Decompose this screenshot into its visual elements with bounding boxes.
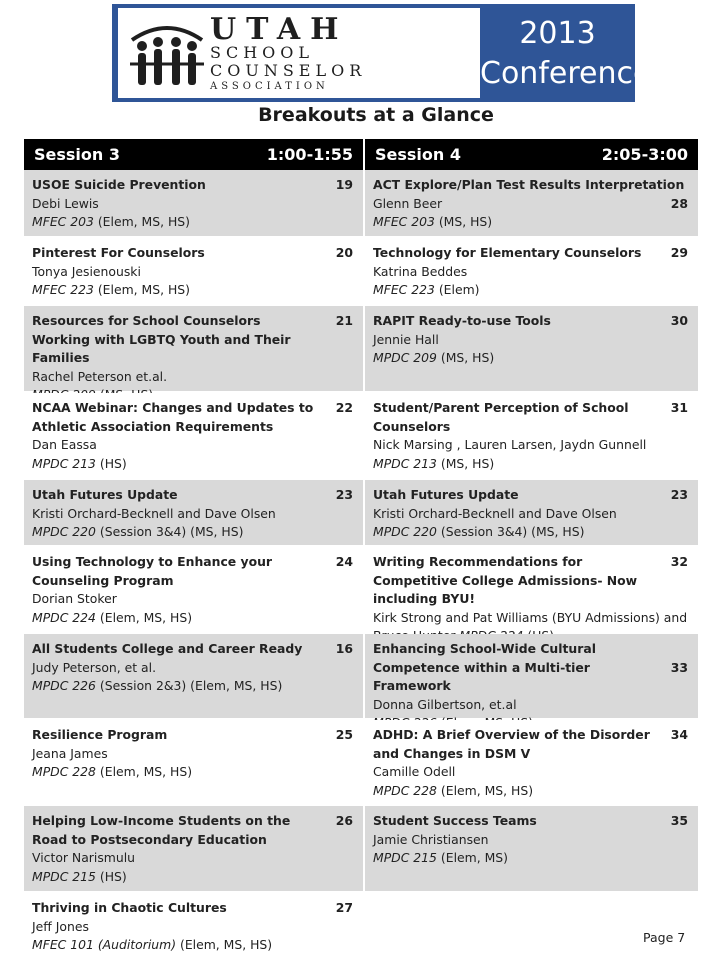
breakout-location: MPDC 228 — [373, 782, 437, 798]
breakout-title: Student Success Teams — [373, 813, 537, 828]
session-3-breakout — [24, 393, 363, 480]
breakout-audience: (MS, HS) — [440, 455, 495, 471]
breakout-number: 26 — [335, 813, 353, 828]
session-3-breakout — [24, 893, 363, 960]
session-3-breakout — [24, 480, 363, 547]
breakout-title: ACT Explore/Plan Test Results Interpretation — [373, 177, 685, 192]
breakout-location: MPDC 215 — [373, 850, 437, 865]
breakout-audience: (MS, HS) — [440, 350, 495, 365]
session-3-header — [24, 139, 363, 170]
breakout-title: ADHD: A Brief Overview of the Disorder and Changes in DSM V — [373, 727, 650, 761]
breakout-number: 28 — [670, 195, 688, 211]
breakout-number: 19 — [335, 177, 353, 192]
breakout-number: 30 — [670, 313, 688, 328]
breakout-number: 34 — [670, 727, 688, 742]
session-4-empty-cell — [365, 893, 698, 960]
breakout-audience: (Elem, MS, HS) — [97, 214, 190, 229]
breakout-audience: (Elem, MS, HS) — [97, 282, 190, 297]
breakout-presenter: Rachel Peterson et.al. — [32, 368, 168, 384]
breakout-presenter: Dorian Stoker — [32, 591, 117, 606]
breakout-presenter: Katrina Beddes — [373, 263, 468, 279]
breakout-title: Utah Futures Update — [373, 487, 519, 502]
session-3-breakout — [24, 720, 363, 806]
breakout-title: Utah Futures Update — [32, 487, 178, 502]
breakout-presenter: Victor Narismulu — [32, 850, 136, 865]
breakout-title: Helping Low-Income Students on the Road to Postsecondary Education — [32, 813, 291, 847]
breakout-title: Technology for Elementary Counselors — [373, 245, 642, 260]
breakout-number: 27 — [335, 900, 353, 915]
breakout-location: MPDC 228 — [32, 764, 96, 779]
breakout-number: 16 — [335, 641, 353, 656]
breakout-audience: (Elem, MS, HS) — [99, 609, 193, 625]
breakout-location: MFEC 203 — [32, 214, 94, 229]
session-3-breakout — [24, 170, 363, 238]
breakout-audience: (MS, HS) — [438, 214, 493, 229]
breakout-audience: (Elem, MS) — [440, 850, 508, 865]
conference-title — [480, 8, 652, 98]
breakout-title: Enhancing School-Wide Cultural Competence within a Multi-tier Framework — [373, 641, 596, 693]
breakout-location: MFEC 223 — [373, 282, 435, 297]
breakout-number: 29 — [670, 245, 688, 260]
session-4-breakout — [365, 306, 698, 393]
conference-year: 2013 — [519, 16, 596, 51]
breakout-title: RAPIT Ready-to-use Tools — [373, 313, 551, 328]
breakout-title: Student/Parent Perception of School Counselors — [373, 400, 629, 434]
breakout-number: 23 — [670, 487, 688, 502]
breakout-number: 33 — [670, 659, 688, 675]
logo-line-association: ASSOCIATION — [210, 81, 329, 92]
breakout-presenter: Dan Eassa — [32, 437, 97, 452]
session-3-name: Session 3 — [34, 145, 120, 164]
conference-label: Conference — [480, 56, 652, 91]
session-3-breakout — [24, 806, 363, 893]
breakout-location: MPDC 226 — [32, 678, 96, 693]
session-4-breakout — [365, 480, 698, 547]
breakout-presenter: Jamie Christiansen — [373, 831, 489, 847]
breakout-presenter: Jeana James — [32, 745, 108, 761]
breakout-audience: (Elem, MS, HS) — [99, 764, 193, 779]
breakout-number: 35 — [670, 813, 688, 828]
breakout-location: MPDC 220 — [373, 524, 437, 539]
session-4-breakout — [365, 806, 698, 893]
session-3-breakout — [24, 547, 363, 634]
breakout-title: Resilience Program — [32, 727, 168, 742]
breakout-location: MPDC 220 — [32, 524, 96, 539]
breakout-presenter: Nick Marsing , Lauren Larsen, Jaydn Gunnell — [373, 437, 647, 452]
page-number: Page 7 — [643, 930, 686, 945]
session-4-header — [365, 139, 698, 170]
breakout-number: 32 — [670, 554, 688, 569]
breakout-title: NCAA Webinar: Changes and Updates to Athletic Association Requirements — [32, 400, 314, 434]
logo-line-counselor: COUNSELOR — [210, 61, 367, 80]
session-4-breakout — [365, 547, 698, 634]
breakout-audience: (Elem) — [438, 282, 480, 297]
breakout-location: MPDC 224 — [32, 609, 96, 625]
breakout-location: MPDC 213 — [373, 455, 437, 471]
breakout-location: MPDC 215 — [32, 868, 96, 884]
breakout-audience: (Elem, MS, HS) — [440, 782, 534, 798]
column-divider — [363, 139, 365, 960]
conference-banner — [112, 4, 652, 102]
session-3-breakout — [24, 238, 363, 306]
page-heading: Breakouts at a Glance — [258, 104, 494, 126]
breakout-number: 24 — [335, 554, 353, 569]
breakout-number: 21 — [335, 313, 353, 328]
breakout-presenter: Glenn Beer — [373, 195, 443, 211]
breakout-location: MPDC 213 — [32, 455, 96, 471]
breakout-title: Resources for School Counselors Working with LGBTQ Youth and Their Families — [32, 313, 291, 365]
breakout-location: MPDC 209 — [373, 350, 437, 365]
breakout-title: Thriving in Chaotic Cultures — [32, 900, 227, 915]
breakout-title: USOE Suicide Prevention — [32, 177, 206, 192]
breakout-presenter: Kristi Orchard-Becknell and Dave Olsen — [373, 505, 617, 521]
breakout-presenter: Debi Lewis — [32, 195, 99, 211]
breakout-presenter: Tonya Jesienouski — [32, 263, 141, 279]
logo-wordmark — [210, 12, 367, 94]
breakout-audience: (Session 3&4) (MS, HS) — [99, 524, 244, 539]
breakout-location: MFEC 101 (Auditorium) — [32, 937, 177, 952]
breakout-title: All Students College and Career Ready — [32, 641, 303, 656]
breakout-audience: (Session 3&4) (MS, HS) — [440, 524, 585, 539]
breakout-title: Using Technology to Enhance your Counseling Program — [32, 554, 273, 588]
breakout-audience: (HS) — [99, 868, 127, 884]
breakout-number: 31 — [670, 400, 688, 415]
breakout-audience: (Session 2&3) (Elem, MS, HS) — [99, 678, 283, 693]
breakout-presenter: Kirk Strong and Pat Williams (BYU Admissions) and — [373, 609, 688, 625]
breakout-presenter: Kristi Orchard-Becknell and Dave Olsen — [32, 505, 276, 521]
breakout-audience: (Elem, MS, HS) — [179, 937, 273, 952]
session-3-breakout — [24, 634, 363, 720]
association-logo — [118, 8, 480, 98]
breakout-presenter: Judy Peterson, et al. — [32, 659, 157, 675]
breakout-number: 20 — [335, 245, 353, 260]
logo-line-school: SCHOOL — [210, 43, 315, 62]
people-figures-icon — [128, 18, 206, 90]
breakout-location: MFEC 223 — [32, 282, 94, 297]
breakout-audience: (HS) — [99, 455, 127, 471]
breakout-presenter: Camille Odell — [373, 764, 456, 779]
session-3-time: 1:00-1:55 — [266, 145, 353, 164]
session-4-breakout — [365, 634, 698, 720]
session-4-time: 2:05-3:00 — [601, 145, 688, 164]
session-4-breakout — [365, 720, 698, 806]
breakout-number: 22 — [335, 400, 353, 415]
breakout-presenter: Jeff Jones — [32, 918, 89, 934]
breakout-number: 23 — [335, 487, 353, 502]
breakout-title: Pinterest For Counselors — [32, 245, 205, 260]
breakout-presenter: Donna Gilbertson, et.al — [373, 696, 517, 712]
session-4-breakout — [365, 393, 698, 480]
breakout-title: Writing Recommendations for Competitive College Admissions- Now including BYU! — [373, 554, 638, 606]
breakout-location: MFEC 203 — [373, 214, 435, 229]
breakout-number: 25 — [335, 727, 353, 742]
session-3-breakout — [24, 306, 363, 393]
session-4-breakout — [365, 238, 698, 306]
breakout-presenter: Jennie Hall — [373, 331, 439, 347]
logo-line-utah: UTAH — [210, 12, 349, 47]
session-4-breakout — [365, 170, 698, 238]
session-4-name: Session 4 — [375, 145, 461, 164]
